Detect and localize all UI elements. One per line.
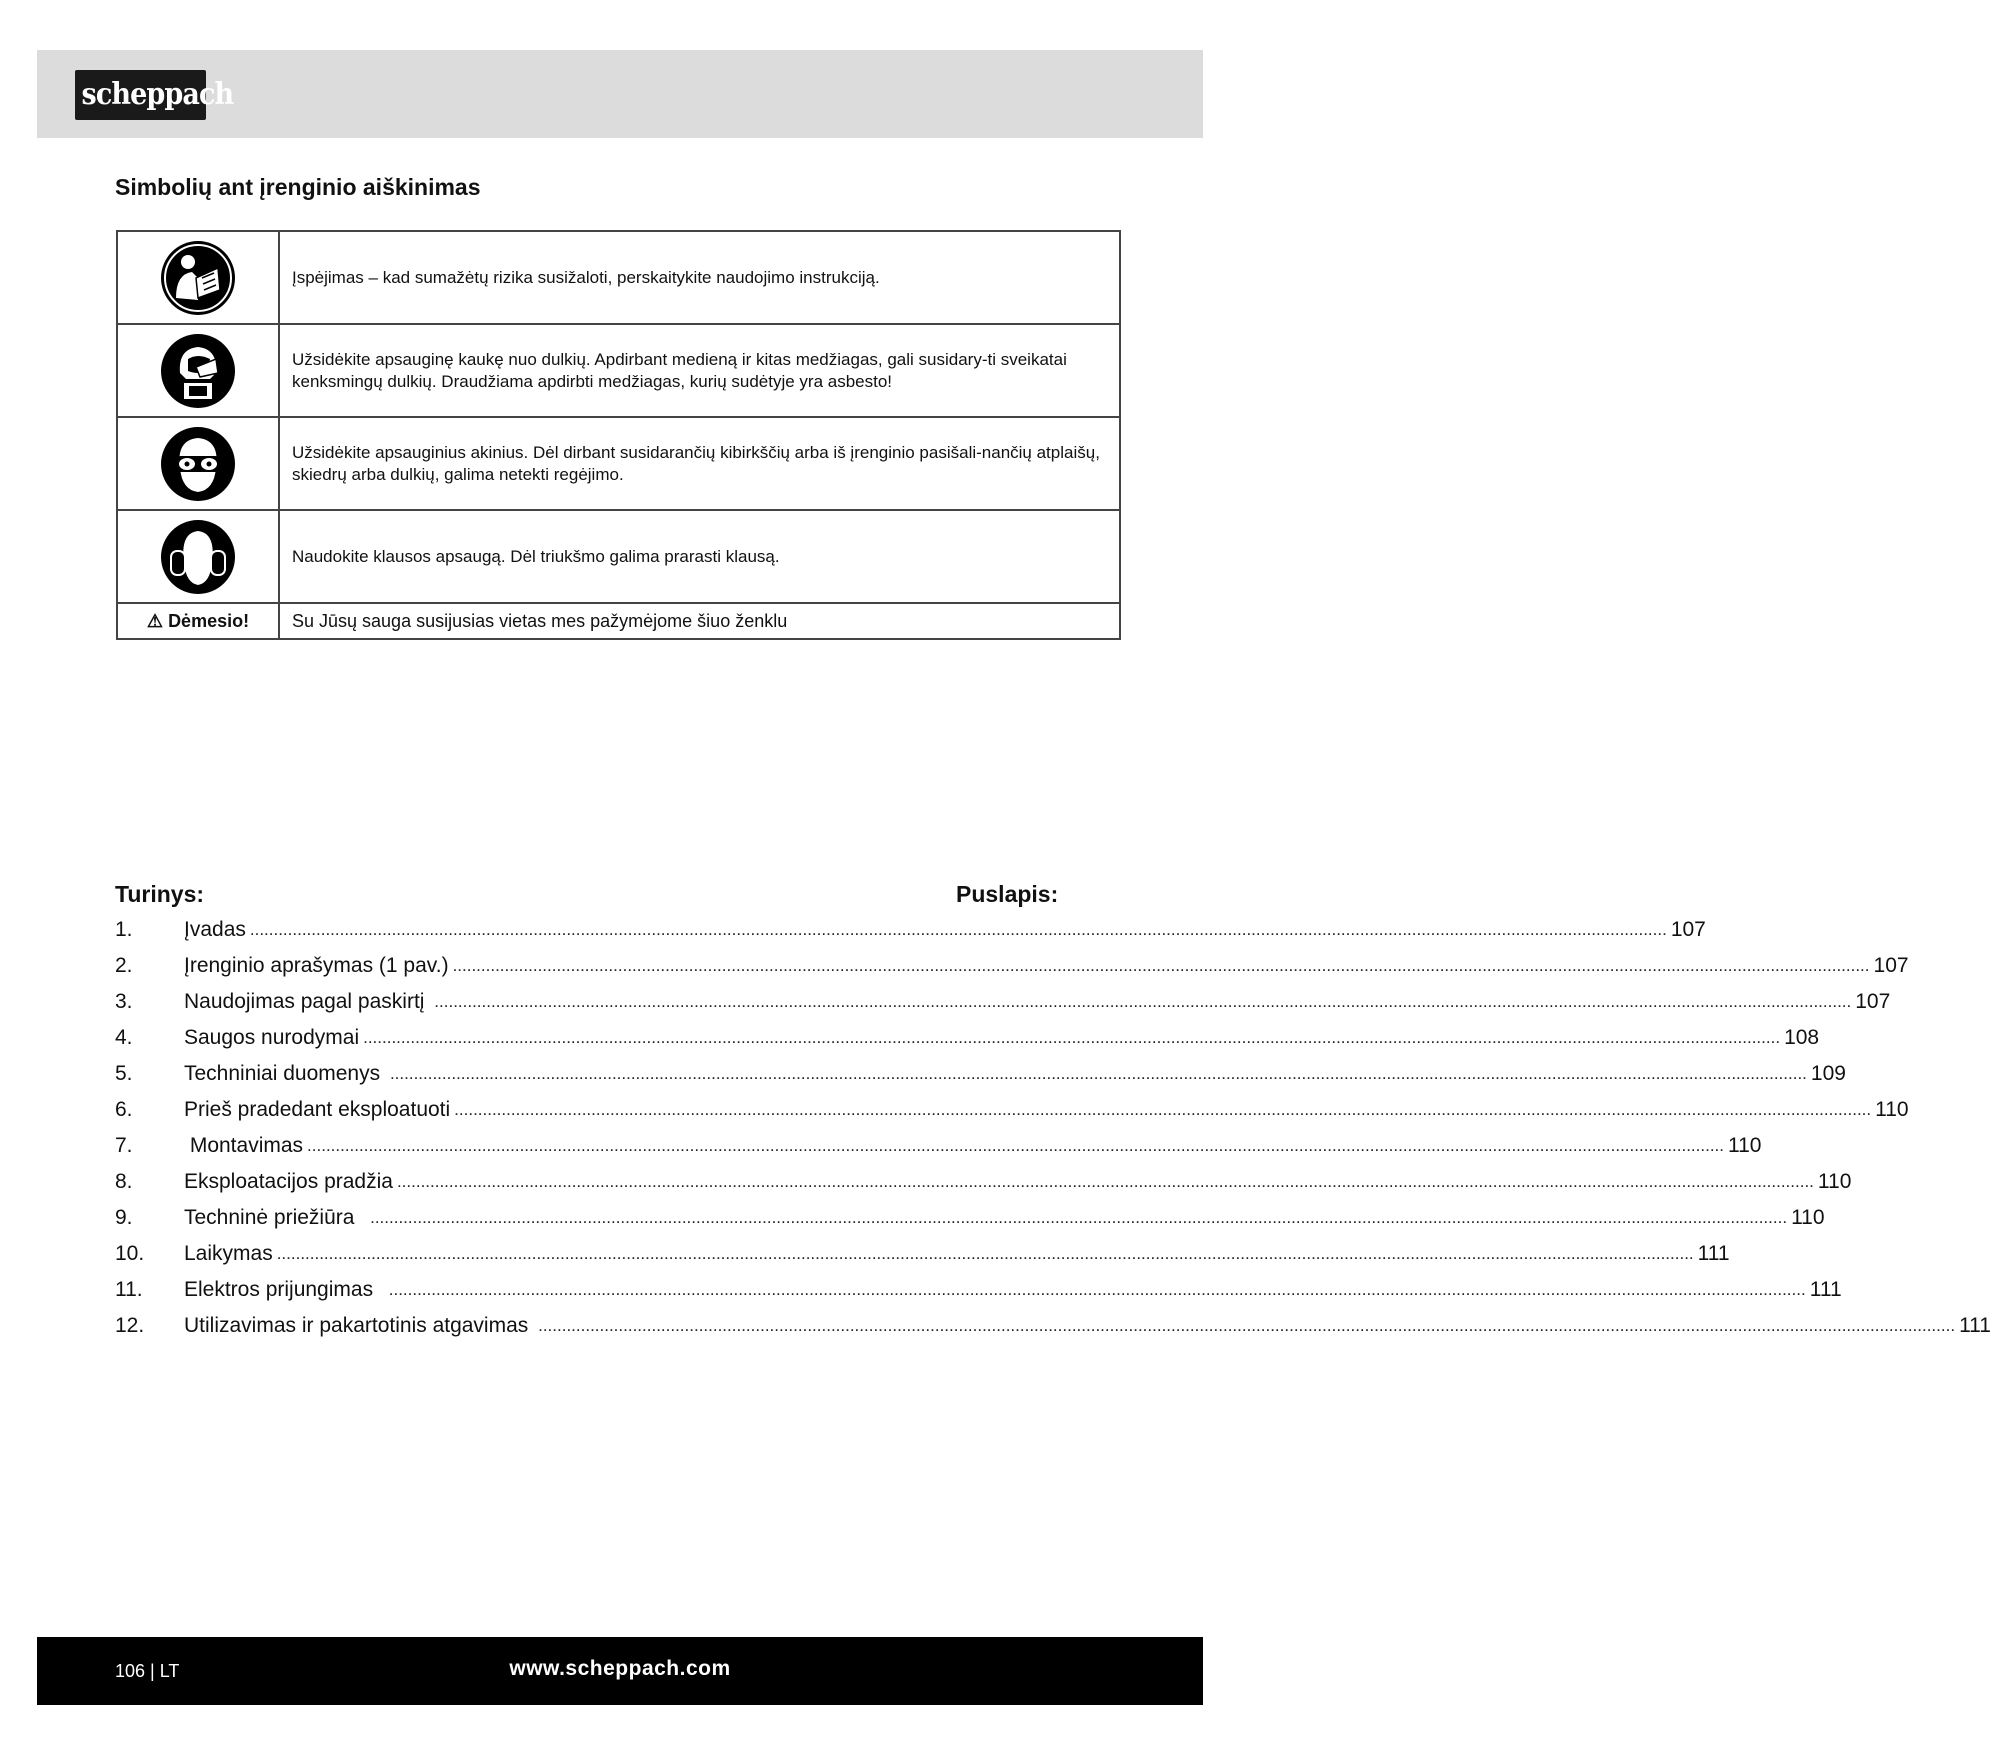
symbol-row — [117, 324, 1120, 417]
toc-item[interactable] — [115, 1092, 1909, 1128]
toc-item-number: 9. — [115, 1206, 133, 1229]
ear-protection-icon — [158, 517, 238, 597]
toc-item-title: Saugos nurodymai — [184, 1026, 360, 1049]
toc-item-number: 11. — [115, 1278, 143, 1301]
read-manual-icon — [158, 238, 238, 318]
toc-item-title: Techniniai duomenys — [184, 1062, 386, 1085]
safety-goggles-icon — [158, 424, 238, 504]
icon-cell — [117, 510, 279, 603]
toc-item-title: Elektros prijungimas — [184, 1278, 385, 1301]
toc-item-number: 10. — [115, 1242, 145, 1265]
toc-item-number: 4. — [115, 1026, 133, 1049]
toc-item-page: 110 — [1875, 1098, 1909, 1121]
toc-item-title: Laikymas — [184, 1242, 273, 1265]
toc-item-number: 1. — [115, 918, 133, 941]
toc-item[interactable] — [115, 1164, 1852, 1200]
toc-title: Turinys: — [115, 881, 205, 907]
toc-dot-leader: ............................................................................................................................................................................................................................................................................................................ — [452, 956, 1870, 975]
toc-item-page: 108 — [1784, 1026, 1820, 1049]
toc-item-number: 8. — [115, 1170, 133, 1193]
footer-page-label: 106 | LT — [115, 1661, 180, 1681]
toc-dot-leader: ............................................................................................................................................................................................................................................................................................................ — [307, 1136, 1724, 1155]
dust-mask-icon — [158, 331, 238, 411]
toc-item-number: 12. — [115, 1314, 145, 1337]
toc-item-number: 2. — [115, 954, 133, 977]
toc-dot-leader: ............................................................................................................................................................................................................................................................................................................ — [388, 1280, 1806, 1299]
symbol-row — [117, 231, 1120, 324]
toc-item[interactable] — [115, 1308, 1991, 1344]
toc-item[interactable] — [115, 1236, 1730, 1272]
icon-cell — [117, 417, 279, 510]
toc-item-title: Įvadas — [184, 918, 246, 941]
warning-label: Dėmesio! — [168, 610, 250, 631]
toc-item-title: Utilizavimas ir pakartotinis atgavimas — [184, 1314, 535, 1337]
toc-dot-leader: ............................................................................................................................................................................................................................................................................................................ — [363, 1028, 1781, 1047]
footer-url-link[interactable]: www.scheppach.com — [509, 1657, 731, 1680]
toc-dot-leader: ............................................................................................................................................................................................................................................................................................................ — [396, 1172, 1814, 1191]
toc-dot-leader: ............................................................................................................................................................................................................................................................................................................ — [389, 1064, 1807, 1083]
toc-item[interactable] — [115, 1200, 1825, 1236]
icon-cell — [117, 231, 279, 324]
toc-item[interactable] — [115, 984, 1891, 1020]
symbols-table — [116, 230, 1121, 640]
icon-cell — [117, 324, 279, 417]
toc-item[interactable] — [115, 1128, 1762, 1164]
toc-list — [115, 912, 1991, 1344]
toc-item-page: 111 — [1697, 1242, 1730, 1265]
symbol-row — [117, 510, 1120, 603]
toc-item-page: 110 — [1728, 1134, 1762, 1157]
warning-triangle-icon: ⚠ — [146, 610, 164, 631]
symbol-row — [117, 417, 1120, 510]
toc-item-title: Naudojimas pagal paskirtį — [184, 990, 431, 1013]
warning-description: Su Jūsų sauga susijusias vietas mes pažymėjome šiuo ženklu — [279, 603, 1120, 639]
toc-item-title: Techninė priežiūra — [184, 1206, 367, 1229]
warning-label-cell — [117, 603, 279, 639]
toc-item-page: 107 — [1873, 954, 1909, 977]
toc-dot-leader: ............................................................................................................................................................................................................................................................................................................ — [434, 992, 1852, 1011]
toc-dot-leader: ............................................................................................................................................................................................................................................................................................................ — [249, 920, 1667, 939]
toc-dot-leader: ............................................................................................................................................................................................................................................................................................................ — [538, 1316, 1956, 1335]
symbol-description: Užsidėkite apsauginę kaukę nuo dulkių. Apdirbant medieną ir kitas medžiagas, gali susidary-ti sveikatai kenksmingų dulkių. Draudžiama apdirbti medžiagas, kurių sudėtyje yra asbesto! — [279, 324, 1120, 417]
toc-item-title: Prieš pradedant eksploatuoti — [184, 1098, 451, 1121]
toc-item-title: Montavimas — [184, 1134, 304, 1157]
symbol-description: Įspėjimas – kad sumažėtų rizika susižaloti, perskaitykite naudojimo instrukciją. — [279, 231, 1120, 324]
toc-item[interactable] — [115, 1272, 1842, 1308]
footer-bar — [37, 1637, 1203, 1705]
toc-item[interactable] — [115, 948, 1909, 984]
toc-item-page: 111 — [1959, 1314, 1991, 1337]
toc-item[interactable] — [115, 912, 1706, 948]
symbols-section-title: Simbolių ant įrenginio aiškinimas — [115, 174, 481, 200]
toc-item-number: 5. — [115, 1062, 133, 1085]
warning-row — [117, 603, 1120, 639]
symbol-description: Naudokite klausos apsaugą. Dėl triukšmo galima prarasti klausą. — [279, 510, 1120, 603]
toc-item-page: 107 — [1670, 918, 1706, 941]
toc-item-number: 6. — [115, 1098, 133, 1121]
symbol-description: Užsidėkite apsauginius akinius. Dėl dirbant susidarančių kibirkščių arba iš įrenginio pasišali-nančių atplaišų, skiedrų arba dulkių, galima netekti regėjimo. — [279, 417, 1120, 510]
toc-item[interactable] — [115, 1020, 1820, 1056]
toc-item-number: 7. — [115, 1134, 133, 1157]
toc-item-title: Įrenginio aprašymas (1 pav.) — [184, 954, 449, 977]
toc-dot-leader: ............................................................................................................................................................................................................................................................................................................ — [276, 1244, 1694, 1263]
header-bar — [37, 50, 1203, 138]
toc-page-header: Puslapis: — [956, 881, 1059, 907]
toc-item-number: 3. — [115, 990, 133, 1013]
toc-item-page: 109 — [1810, 1062, 1846, 1085]
toc-item-page: 110 — [1817, 1170, 1852, 1193]
toc-dot-leader: ............................................................................................................................................................................................................................................................................................................ — [454, 1100, 1872, 1119]
toc-item-page: 107 — [1855, 990, 1891, 1013]
toc-item-title: Eksploatacijos pradžia — [184, 1170, 393, 1193]
toc-item-page: 111 — [1809, 1278, 1842, 1301]
logo-text: scheppach — [81, 77, 234, 112]
toc-item[interactable] — [115, 1056, 1846, 1092]
scheppach-logo — [75, 70, 234, 120]
toc-dot-leader: ............................................................................................................................................................................................................................................................................................................ — [370, 1208, 1788, 1227]
toc-item-page: 110 — [1791, 1206, 1825, 1229]
